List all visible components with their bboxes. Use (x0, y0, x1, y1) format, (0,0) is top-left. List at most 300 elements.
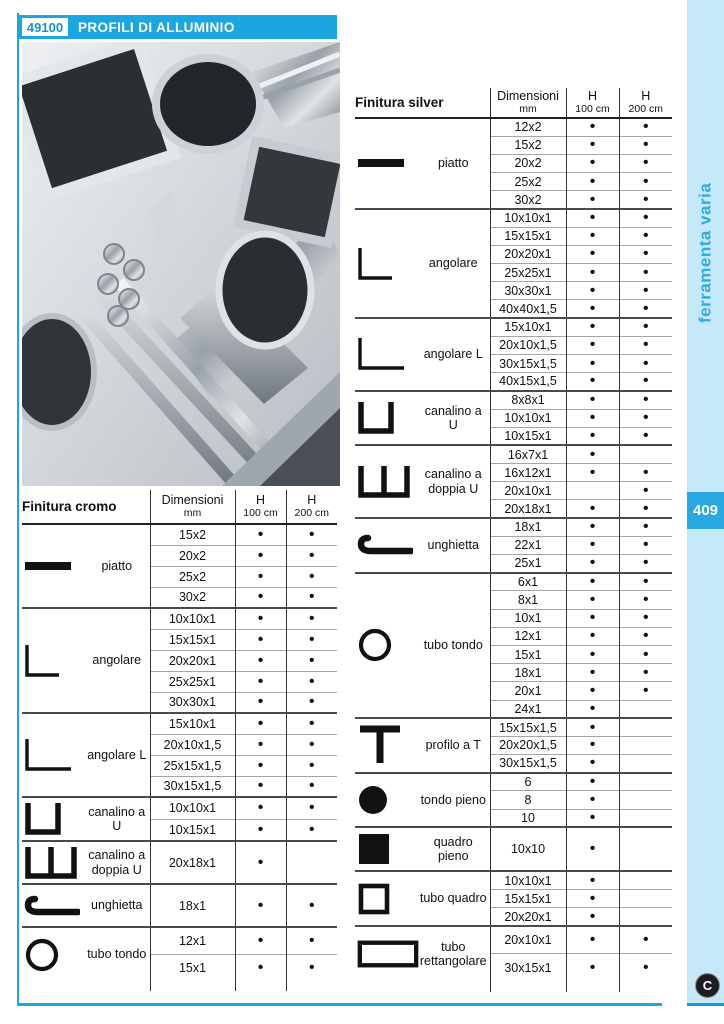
availability-h200: • (619, 954, 672, 982)
table-row (355, 773, 672, 791)
profile-label: unghietta (91, 898, 143, 913)
angolare-icon (22, 644, 86, 678)
availability-h200: • (619, 482, 672, 500)
availability-h100: • (566, 573, 619, 591)
availability-h100: • (566, 773, 619, 791)
availability-h200: • (286, 884, 337, 927)
table-title: Finitura cromo (22, 490, 150, 524)
dimension-cell: 18x1 (150, 884, 235, 927)
tubo-tondo-icon (355, 627, 419, 663)
availability-h200: • (619, 427, 672, 445)
availability-h200: • (619, 609, 672, 627)
table-finitura-silver (355, 88, 672, 992)
availability-h200: • (619, 173, 672, 191)
availability-h200: • (619, 464, 672, 482)
availability-h100: • (566, 809, 619, 827)
availability-h200: • (619, 536, 672, 554)
dimension-cell: 6 (490, 773, 566, 791)
availability-h200: • (619, 682, 672, 700)
dimension-cell: 30x15x1,5 (490, 354, 566, 372)
dimension-cell: 15x1 (150, 954, 235, 981)
dimension-cell: 20x20x1,5 (490, 736, 566, 754)
table-row (355, 718, 672, 736)
table-finitura-cromo (22, 490, 337, 991)
profile-label: tubo tondo (87, 947, 147, 962)
availability-h200 (619, 445, 672, 463)
availability-h200: • (619, 391, 672, 409)
dimension-cell: 30x2 (150, 587, 235, 608)
product-code-box (22, 18, 68, 36)
availability-h100: • (235, 797, 286, 819)
dimension-cell: 25x25x1 (150, 671, 235, 692)
profile-label-cell (355, 118, 490, 209)
availability-h100: • (566, 682, 619, 700)
dimension-cell: 10x15x1 (150, 819, 235, 841)
availability-h200: • (286, 587, 337, 608)
availability-h100: • (235, 524, 286, 545)
dimension-cell: 20x10x1 (490, 482, 566, 500)
availability-h200: • (286, 629, 337, 650)
availability-h200: • (619, 336, 672, 354)
dimension-cell: 18x1 (490, 664, 566, 682)
dimension-cell: 20x20x1 (490, 245, 566, 263)
dimension-cell: 6x1 (490, 573, 566, 591)
availability-h200 (619, 700, 672, 718)
product-code: 49100 (26, 19, 64, 35)
table-row (355, 318, 672, 336)
availability-h200: • (286, 650, 337, 671)
availability-h200: • (619, 154, 672, 172)
profile-label: angolare L (423, 347, 483, 362)
dimension-cell: 25x25x1 (490, 264, 566, 282)
profile-label-cell (22, 797, 150, 841)
profile-label-cell (22, 927, 150, 981)
availability-h100: • (235, 927, 286, 954)
dimension-cell: 15x15x1 (150, 629, 235, 650)
availability-h100: • (235, 755, 286, 776)
availability-h100: • (566, 300, 619, 318)
availability-h100: • (235, 841, 286, 884)
availability-h200: • (619, 591, 672, 609)
availability-h100: • (566, 755, 619, 773)
profile-label: angolare L (87, 747, 147, 762)
profile-label: canalino a U (424, 403, 482, 433)
dimension-cell: 15x1 (490, 645, 566, 663)
table-bottom-stub (22, 981, 337, 991)
canalino-u-icon (22, 802, 86, 836)
availability-h200: • (286, 713, 337, 734)
tubo-tondo-icon (22, 937, 86, 973)
availability-h200 (619, 773, 672, 791)
table-row (355, 445, 672, 463)
unghietta-icon (22, 895, 86, 917)
dimension-cell: 40x40x1,5 (490, 300, 566, 318)
dimension-cell: 30x15x1,5 (490, 755, 566, 773)
dimension-cell: 10x15x1 (490, 427, 566, 445)
availability-h200 (286, 841, 337, 884)
stub-cell (150, 981, 235, 991)
availability-h200 (619, 718, 672, 736)
profile-label-cell (355, 318, 490, 391)
availability-h200: • (619, 500, 672, 518)
dimension-cell: 20x2 (490, 154, 566, 172)
dimension-cell: 10x1 (490, 609, 566, 627)
dimension-cell: 15x15x1,5 (490, 718, 566, 736)
angolare-l-icon (22, 738, 86, 772)
dimension-cell: 18x1 (490, 518, 566, 536)
bottom-border-line (17, 1003, 662, 1006)
availability-h200: • (619, 282, 672, 300)
stub-cell (286, 981, 337, 991)
availability-h200: • (619, 409, 672, 427)
profile-label-cell (22, 841, 150, 884)
profile-label-cell (355, 518, 490, 573)
profile-label: unghietta (427, 538, 479, 553)
availability-h100: • (566, 409, 619, 427)
availability-h200 (619, 791, 672, 809)
table-row (355, 926, 672, 954)
availability-h100: • (566, 609, 619, 627)
dimension-cell: 12x2 (490, 118, 566, 136)
dimension-cell: 25x15x1,5 (150, 755, 235, 776)
availability-h100: • (566, 518, 619, 536)
profile-label: canalino a doppia U (88, 848, 146, 877)
availability-h100: • (566, 445, 619, 463)
table-row (22, 797, 337, 819)
unghietta-icon (355, 534, 419, 556)
table-row (22, 884, 337, 927)
dimension-cell: 15x2 (490, 136, 566, 154)
dimension-cell: 30x30x1 (150, 692, 235, 713)
profile-label: tubo quadro (419, 891, 487, 906)
availability-h200: • (619, 227, 672, 245)
column-header: Dimensioni mm (150, 490, 235, 524)
profile-label: angolare (92, 653, 142, 668)
dimension-cell: 22x1 (490, 536, 566, 554)
availability-h200: • (286, 927, 337, 954)
profile-label: tondo pieno (420, 792, 486, 807)
availability-h100: • (566, 464, 619, 482)
aluminium-profiles-image (22, 42, 340, 486)
profile-label-cell (355, 827, 490, 871)
availability-h200: • (619, 300, 672, 318)
dimension-cell: 30x15x1,5 (150, 776, 235, 797)
dimension-cell: 20x18x1 (490, 500, 566, 518)
availability-h200: • (619, 645, 672, 663)
canalino-doppia-u-icon (355, 465, 419, 499)
availability-h200 (619, 871, 672, 889)
dimension-cell: 10x10x1 (150, 608, 235, 629)
dimension-cell: 20x10x1,5 (150, 734, 235, 755)
column-header: Dimensioni mm (490, 88, 566, 118)
left-border-line (17, 13, 19, 1006)
availability-h100: • (566, 718, 619, 736)
angolare-l-icon (355, 337, 419, 371)
availability-h200: • (619, 191, 672, 209)
dimension-cell: 15x10x1 (490, 318, 566, 336)
publisher-logo (695, 973, 720, 998)
dimension-cell: 15x2 (150, 524, 235, 545)
availability-h100: • (566, 627, 619, 645)
table-row (22, 524, 337, 545)
availability-h200: • (286, 755, 337, 776)
availability-h100: • (235, 884, 286, 927)
dimension-cell: 10x10x1 (490, 409, 566, 427)
availability-h200 (619, 809, 672, 827)
availability-h100: • (566, 871, 619, 889)
table-row (355, 391, 672, 409)
dimension-cell: 10 (490, 809, 566, 827)
page-header (18, 15, 337, 39)
quadro-pieno-icon (355, 832, 419, 866)
availability-h100: • (235, 566, 286, 587)
column-header: H 200 cm (619, 88, 672, 118)
side-tab (687, 0, 724, 1006)
availability-h100: • (566, 827, 619, 871)
availability-h200 (619, 908, 672, 926)
profile-label: canalino a U (88, 804, 146, 833)
availability-h100: • (235, 650, 286, 671)
availability-h100: • (566, 209, 619, 227)
availability-h200: • (619, 118, 672, 136)
table-row (22, 608, 337, 629)
availability-h100: • (566, 173, 619, 191)
dimension-cell: 12x1 (490, 627, 566, 645)
dimension-cell: 40x15x1,5 (490, 373, 566, 391)
profile-label-cell (355, 871, 490, 926)
profile-label: piatto (101, 558, 133, 573)
availability-h200: • (619, 245, 672, 263)
table-row (22, 927, 337, 954)
availability-h100: • (566, 336, 619, 354)
profile-label: piatto (437, 156, 469, 171)
stub-cell (490, 982, 566, 992)
dimension-cell: 15x15x1 (490, 227, 566, 245)
availability-h100: • (566, 354, 619, 372)
piatto-icon (22, 561, 86, 571)
stub-cell (22, 981, 150, 991)
availability-h200 (619, 755, 672, 773)
table-row (355, 871, 672, 889)
dimension-cell: 15x10x1 (150, 713, 235, 734)
availability-h100: • (235, 713, 286, 734)
availability-h100: • (235, 545, 286, 566)
dimension-cell: 24x1 (490, 700, 566, 718)
dimension-cell: 16x7x1 (490, 445, 566, 463)
tubo-rettangolare-icon (355, 938, 419, 970)
availability-h100: • (566, 227, 619, 245)
piatto-icon (355, 158, 419, 168)
dimension-cell: 25x1 (490, 555, 566, 573)
page-number-badge: 409 (687, 492, 724, 529)
dimension-cell: 12x1 (150, 927, 235, 954)
availability-h100: • (566, 373, 619, 391)
profile-label-cell (355, 773, 490, 828)
table-row (355, 209, 672, 227)
profile-label: quadro pieno (433, 834, 473, 864)
stub-cell (355, 982, 490, 992)
availability-h100: • (235, 734, 286, 755)
profile-table-silver (355, 88, 672, 992)
column-header: H 100 cm (235, 490, 286, 524)
availability-h100: • (566, 736, 619, 754)
column-header: H 100 cm (566, 88, 619, 118)
availability-h200: • (286, 776, 337, 797)
availability-h100: • (235, 629, 286, 650)
availability-h100: • (566, 500, 619, 518)
availability-h100: • (235, 587, 286, 608)
dimension-cell: 30x2 (490, 191, 566, 209)
availability-h100: • (566, 645, 619, 663)
availability-h100: • (235, 608, 286, 629)
availability-h200: • (619, 926, 672, 954)
page-title: PROFILI DI ALLUMINIO (78, 19, 235, 35)
table-row (355, 827, 672, 871)
profile-label: canalino a doppia U (424, 467, 482, 496)
availability-h100: • (566, 245, 619, 263)
availability-h200: • (286, 797, 337, 819)
availability-h200: • (619, 573, 672, 591)
dimension-cell: 20x20x1 (150, 650, 235, 671)
availability-h200: • (286, 608, 337, 629)
availability-h100 (566, 482, 619, 500)
availability-h200: • (619, 664, 672, 682)
availability-h200 (619, 827, 672, 871)
availability-h100: • (566, 908, 619, 926)
availability-h100: • (566, 264, 619, 282)
availability-h100: • (235, 776, 286, 797)
availability-h200: • (619, 136, 672, 154)
availability-h200: • (286, 566, 337, 587)
availability-h200 (619, 890, 672, 908)
dimension-cell: 30x15x1 (490, 954, 566, 982)
dimension-cell: 20x20x1 (490, 908, 566, 926)
table-row (355, 518, 672, 536)
availability-h100: • (566, 536, 619, 554)
availability-h200: • (286, 545, 337, 566)
availability-h100: • (566, 890, 619, 908)
stub-cell (619, 982, 672, 992)
dimension-cell: 8x1 (490, 591, 566, 609)
tubo-quadro-icon (355, 882, 419, 916)
dimension-cell: 25x2 (490, 173, 566, 191)
availability-h100: • (566, 664, 619, 682)
profile-label-cell (22, 884, 150, 927)
product-photo (22, 42, 340, 486)
table-row (355, 573, 672, 591)
dimension-cell: 16x12x1 (490, 464, 566, 482)
availability-h200: • (619, 354, 672, 372)
availability-h100: • (235, 819, 286, 841)
dimension-cell: 20x2 (150, 545, 235, 566)
profile-table-cromo (22, 490, 337, 991)
dimension-cell: 20x10x1,5 (490, 336, 566, 354)
availability-h100: • (566, 318, 619, 336)
profile-label-cell (355, 926, 490, 982)
category-label: ferramenta varia (695, 182, 715, 324)
availability-h100: • (566, 282, 619, 300)
availability-h200: • (619, 518, 672, 536)
dimension-cell: 25x2 (150, 566, 235, 587)
availability-h100: • (566, 154, 619, 172)
dimension-cell: 20x10x1 (490, 926, 566, 954)
angolare-icon (355, 247, 419, 281)
availability-h100: • (566, 427, 619, 445)
table-row (22, 841, 337, 884)
side-tab-bottom-line (687, 1003, 724, 1006)
availability-h100: • (566, 791, 619, 809)
table-row (22, 713, 337, 734)
dimension-cell: 20x18x1 (150, 841, 235, 884)
table-title: Finitura silver (355, 88, 490, 118)
dimension-cell: 10x10x1 (490, 209, 566, 227)
tondo-pieno-icon (355, 784, 419, 816)
availability-h100: • (566, 926, 619, 954)
profile-label-cell (355, 573, 490, 719)
availability-h100: • (566, 191, 619, 209)
availability-h100: • (566, 136, 619, 154)
dimension-cell: 8 (490, 791, 566, 809)
availability-h200 (619, 736, 672, 754)
availability-h100: • (566, 391, 619, 409)
availability-h200: • (619, 627, 672, 645)
availability-h200: • (286, 524, 337, 545)
column-header: H 200 cm (286, 490, 337, 524)
dimension-cell: 30x30x1 (490, 282, 566, 300)
canalino-doppia-u-icon (22, 846, 86, 880)
profile-label-cell (355, 445, 490, 518)
logo-letter: C (702, 978, 713, 993)
profile-label-cell (355, 209, 490, 318)
availability-h100: • (566, 700, 619, 718)
availability-h200: • (286, 819, 337, 841)
dimension-cell: 8x8x1 (490, 391, 566, 409)
availability-h200: • (619, 555, 672, 573)
availability-h100: • (566, 954, 619, 982)
stub-cell (566, 982, 619, 992)
availability-h200: • (619, 318, 672, 336)
dimension-cell: 15x15x1 (490, 890, 566, 908)
profile-label-cell (22, 608, 150, 713)
table-bottom-stub (355, 982, 672, 992)
availability-h200: • (619, 264, 672, 282)
stub-cell (235, 981, 286, 991)
profile-label-cell (22, 524, 150, 608)
availability-h200: • (619, 373, 672, 391)
canalino-u-icon (355, 401, 419, 435)
availability-h100: • (235, 671, 286, 692)
availability-h200: • (619, 209, 672, 227)
availability-h100: • (235, 954, 286, 981)
dimension-cell: 20x1 (490, 682, 566, 700)
profilo-t-icon (355, 724, 419, 766)
profile-label: tubo rettangolare (419, 940, 487, 969)
availability-h100: • (566, 555, 619, 573)
availability-h200: • (286, 671, 337, 692)
table-row (355, 118, 672, 136)
availability-h100: • (566, 118, 619, 136)
availability-h200: • (286, 734, 337, 755)
profile-label-cell (355, 718, 490, 773)
profile-label-cell (355, 391, 490, 446)
availability-h100: • (566, 591, 619, 609)
profile-label-cell (22, 713, 150, 797)
dimension-cell: 10x10 (490, 827, 566, 871)
profile-label: angolare (428, 256, 478, 271)
profile-label: tubo tondo (423, 638, 483, 653)
dimension-cell: 10x10x1 (150, 797, 235, 819)
profile-label: profilo a T (425, 738, 481, 753)
